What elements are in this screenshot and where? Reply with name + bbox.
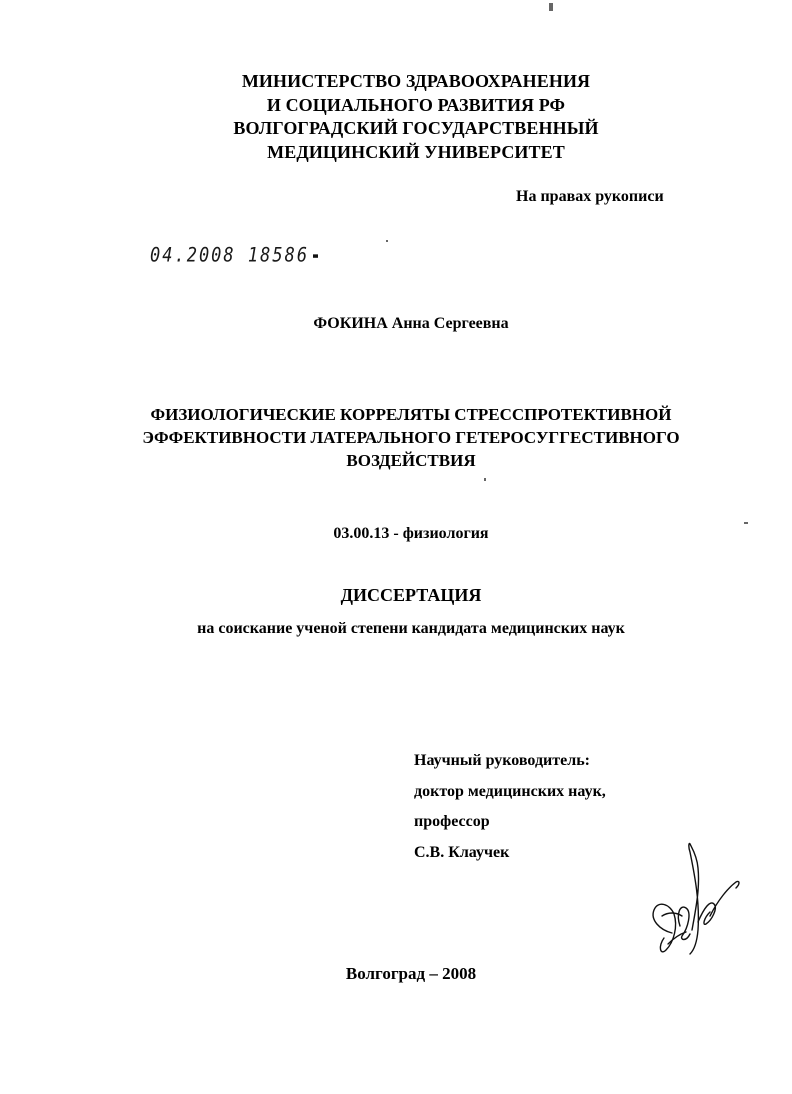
supervisor-degree: доктор медицинских наук,: [414, 782, 606, 800]
scan-speck: [744, 522, 748, 524]
scan-speck: [549, 3, 553, 11]
dissertation-title: [0, 403, 792, 472]
ministry-header: [20, 70, 792, 164]
manuscript-rights-note: На правах рукописи: [516, 188, 664, 205]
scan-speck: [484, 478, 486, 481]
supervisor-label: Научный руководитель:: [414, 752, 590, 769]
handwritten-signature: [640, 838, 755, 968]
ministry-line-1: МИНИСТЕРСТВО ЗДРАВООХРАНЕНИЯ: [241, 71, 591, 91]
library-stamp-number: [150, 244, 318, 267]
university-line-1: ВОЛГОГРАДСКИЙ ГОСУДАРСТВЕННЫЙ: [233, 118, 599, 138]
supervisor-block: [414, 746, 606, 868]
place-and-year: Волгоград – 2008: [345, 964, 477, 983]
stamp-number-text: 04.2008 18586: [150, 244, 310, 267]
university-line-2: МЕДИЦИНСКИЙ УНИВЕРСИТЕТ: [267, 141, 565, 162]
author-name: ФОКИНА Анна Сергеевна: [313, 315, 509, 332]
stamp-dot-mark: [313, 254, 318, 257]
ministry-line-2: И СОЦИАЛЬНОГО РАЗВИТИЯ РФ: [266, 94, 566, 115]
scan-speck: [386, 240, 388, 242]
title-line-2: ЭФФЕКТИВНОСТИ ЛАТЕРАЛЬНОГО ГЕТЕРОСУГГЕСТИВНОГО: [142, 428, 680, 447]
document-type-heading: ДИССЕРТАЦИЯ: [340, 585, 482, 605]
degree-line: на соискание ученой степени кандидата медицинских наук: [197, 620, 625, 637]
title-line-1: ФИЗИОЛОГИЧЕСКИЕ КОРРЕЛЯТЫ СТРЕССПРОТЕКТИВНОЙ: [150, 405, 672, 424]
title-line-3: ВОЗДЕЙСТВИЯ: [346, 451, 476, 470]
supervisor-name: С.В. Клаучек: [414, 843, 510, 861]
specialty-code: 03.00.13 - физиология: [333, 525, 489, 542]
supervisor-rank: профессор: [414, 813, 490, 830]
